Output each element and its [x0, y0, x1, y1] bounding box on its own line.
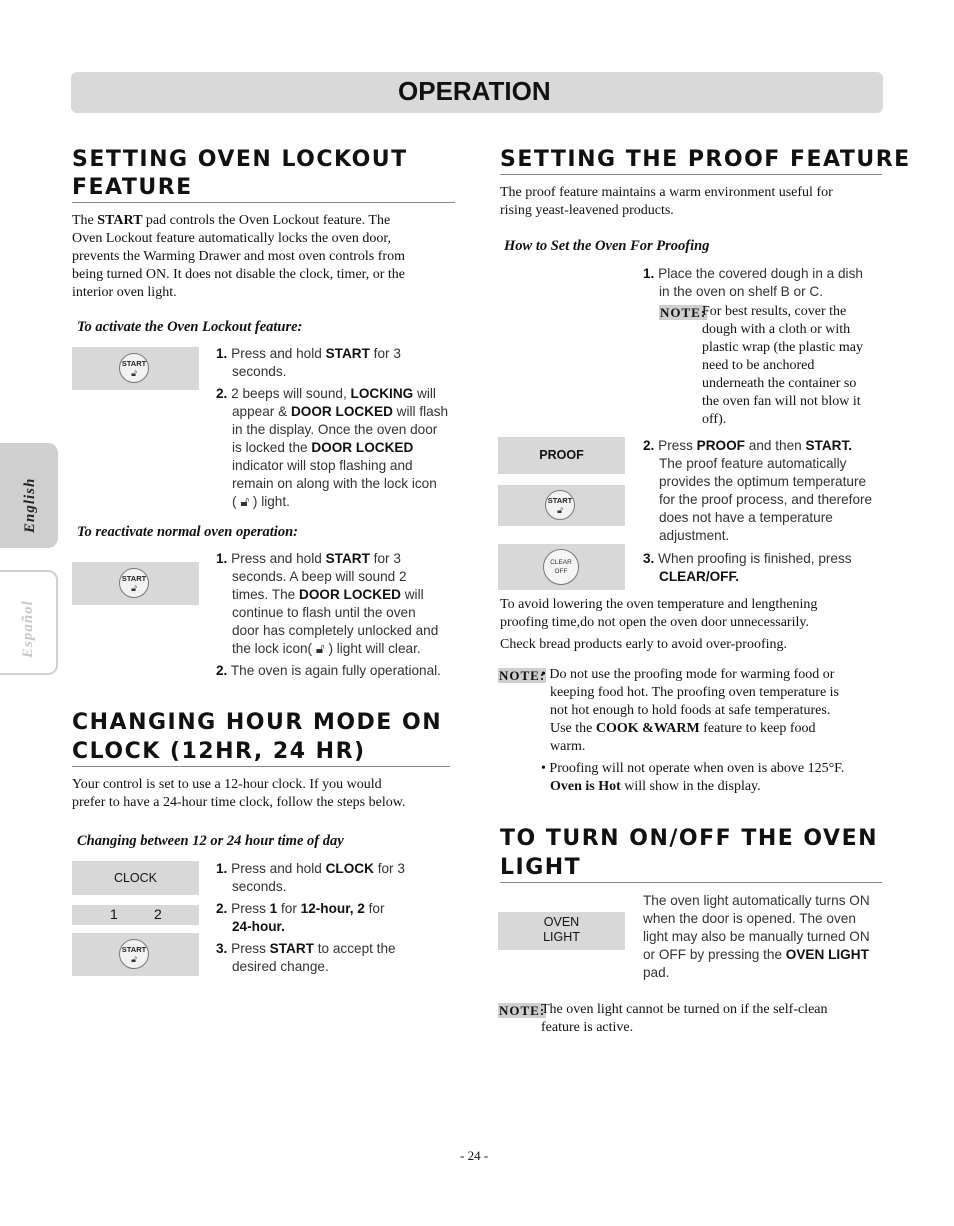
lock-icon: 🔓︎ — [315, 641, 325, 656]
note-label: NOTE: — [660, 305, 707, 320]
tab-espanol[interactable] — [0, 570, 58, 675]
note-label-2: NOTE: — [499, 668, 546, 683]
lock-icon: 🔓︎ — [131, 583, 137, 593]
start-pad-display-4 — [498, 485, 625, 526]
lock-icon: 🔓︎ — [240, 494, 250, 509]
lockout-heading-2: FEATURE — [72, 175, 193, 200]
activate-subtitle: To activate the Oven Lockout feature: — [77, 319, 303, 335]
start-button[interactable]: START 🔓︎ — [119, 568, 149, 598]
proof-heading: SETTING THE PROOF FEATURE — [500, 147, 911, 172]
clock-heading-1: CHANGING HOUR MODE ON — [72, 710, 443, 735]
divider — [500, 174, 882, 175]
proof-pad[interactable]: PROOF — [498, 437, 625, 474]
number-pad — [72, 905, 199, 925]
clock-intro: Your control is set to use a 12-hour clock. If you would prefer to have a 24-hour time clock, follow the steps below. — [72, 777, 406, 810]
oven-light-pad[interactable]: OVEN LIGHT — [498, 912, 625, 950]
lock-icon: 🔓︎ — [131, 368, 137, 378]
proof-intro: The proof feature maintains a warm environment useful for rising yeast-leavened products. — [500, 185, 833, 218]
clock-pad[interactable]: CLOCK — [72, 861, 199, 895]
lock-icon: 🔓︎ — [557, 505, 563, 515]
light-text: The oven light automatically turns ON when the door is opened. The oven light may also be manually turned ON or OFF by pressing the OVEN LIGHT pad. — [643, 893, 870, 980]
tab-english-label: English — [22, 477, 38, 533]
clock-subtitle: Changing between 12 or 24 hour time of day — [77, 833, 344, 849]
proof-note-1: For best results, cover the dough with a cloth or with plastic wrap (the plastic may need to be anchored underneath the container so the oven fan will not blow it off). — [702, 304, 863, 427]
page-number: - 24 - — [460, 1148, 489, 1163]
key-2[interactable]: 2 — [154, 906, 162, 922]
clear-pad-display — [498, 544, 625, 590]
page-title: OPERATION — [398, 76, 551, 106]
divider — [72, 766, 450, 767]
lockout-heading-1: SETTING OVEN LOCKOUT — [72, 147, 408, 172]
start-button[interactable]: START 🔓︎ — [119, 353, 149, 383]
reactivate-subtitle: To reactivate normal oven operation: — [77, 524, 298, 540]
tab-espanol-label: Español — [20, 600, 36, 658]
start-pad-display — [72, 347, 199, 390]
divider — [500, 882, 882, 883]
clock-heading-2: CLOCK (12HR, 24 HR) — [72, 739, 366, 764]
lockout-intro: The START pad controls the Oven Lockout feature. The Oven Lockout feature automatically locks the oven door, prevents the Warming Drawer and most oven controls from being turned ON. It does not disable the clock, timer, or the interior oven light. — [72, 213, 406, 300]
key-1[interactable]: 1 — [110, 906, 118, 922]
activate-steps: 1. Press and hold START for 3 seconds. 2. 2 beeps will sound, LOCKING will appear & DOOR LOCKED will flash in the display. Once the oven door is locked the DOOR LOCKED indicator will stop flashing and remain on along with the lock icon ( 🔓︎ ) light. — [216, 346, 449, 509]
start-button[interactable]: START 🔓︎ — [545, 490, 575, 520]
light-note: The oven light cannot be turned on if the self-clean feature is active. — [541, 1002, 828, 1035]
proof-step-1: 1. Place the covered dough in a dish in the oven on shelf B or C. — [643, 266, 863, 299]
clear-off-button[interactable]: CLEAR OFF — [543, 549, 579, 585]
light-heading-2: LIGHT — [500, 855, 582, 880]
tab-english[interactable] — [0, 443, 58, 548]
note-label-3: NOTE: — [499, 1003, 546, 1018]
start-pad-display-3 — [72, 933, 199, 976]
light-heading-1: TO TURN ON/OFF THE OVEN — [500, 826, 879, 851]
proof-subtitle: How to Set the Oven For Proofing — [504, 238, 710, 254]
lock-icon: 🔓︎ — [131, 954, 137, 964]
proof-after: To avoid lowering the oven temperature and lengthening proofing time,do not open the oven door unnecessarily. Check bread products early to avoid over-proofing. — [500, 597, 818, 652]
start-pad-display-2 — [72, 562, 199, 605]
start-button[interactable]: START 🔓︎ — [119, 939, 149, 969]
proof-note-2: • Do not use the proofing mode for warming food or keeping food hot. The proofing oven temperature is not hot enough to hold foods at safe temperatures. Use the COOK &WARM feature to keep food warm. • Proofing will not operate when oven is above 125°F. Oven is Hot will show in the display. — [541, 667, 845, 794]
divider — [72, 202, 455, 203]
reactivate-steps: 1. Press and hold START for 3 seconds. A beep will sound 2 times. The DOOR LOCKED will continue to flash until the oven door has completely unlocked and the lock icon( 🔓︎ ) light will clear. 2. The oven is again fully operational. — [216, 551, 441, 678]
proof-step-2: 2. Press PROOF and then START. The proof feature automatically provides the optimum temperature for the proof process, and therefore does not have a temperature adjustment. 3. When proofing is finished, press CLEAR/OFF. — [643, 438, 873, 584]
clock-steps: 1. Press and hold CLOCK for 3 seconds. 2. Press 1 for 12-hour, 2 for 24-hour. 3. Press START to accept the desired change. — [216, 861, 405, 974]
